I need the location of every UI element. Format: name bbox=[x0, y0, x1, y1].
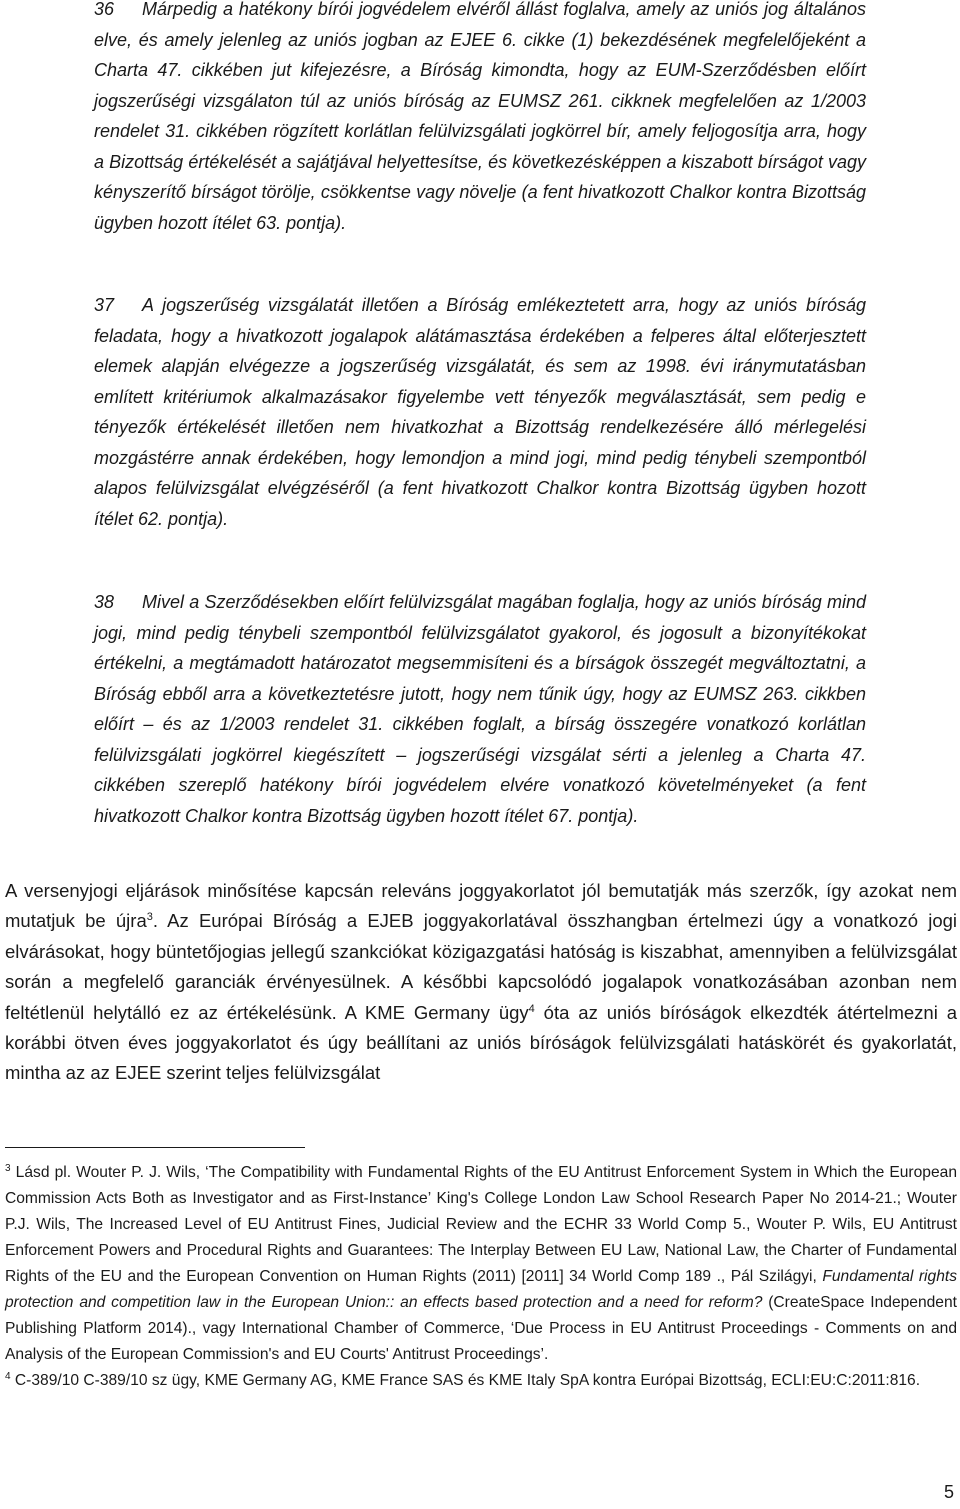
footnote-book-title: Fundamental rights protection and competition law in the European Union:: an effects based protection and a need for reform? bbox=[5, 1268, 957, 1311]
paragraph-number: 37 bbox=[94, 295, 115, 315]
body-text-part: A versenyjogi eljárások minősítése kapcsán releváns joggyakorlatot jól bemutatják más szerzők, így azokat nem mutatjuk be újra bbox=[5, 880, 957, 932]
footnote-reference-3[interactable]: 3 bbox=[146, 911, 153, 924]
body-text-part: óta az uniós bíróságok elkezdték átértelmezni a korábbi ötven éves joggyakorlatot és úgy beállítani az uniós bíróságok felülvizsgálati hatáskörét és gyakorlatát, mintha az az EJEE szerint teljes felülvizsgálat bbox=[5, 1001, 957, 1084]
quoted-paragraph-37 bbox=[94, 290, 866, 534]
main-body-paragraph bbox=[5, 876, 957, 1089]
footnote-text: Lásd pl. Wouter P. J. Wils, ‘The Compatibility with Fundamental Rights of the EU Antitrust Enforcement System in Which the European Commission Acts Both as Investigator and as First-Instance’ King's College London Law School Research Paper No 2014-21.; Wouter P.J. Wils, The Increased Level of EU Antitrust Fines, Judicial Review and the ECHR 33 World Comp 5., Wouter P. Wils, EU Antitrust Enforcement Powers and Procedural Rights and Guarantees: The Interplay Between EU Law, National Law, the Charter of Fundamental Rights of the EU and the European Convention on Human Rights (2011) [2011] 34 World Comp 189 ., Pál Szilágyi, bbox=[5, 1164, 957, 1285]
paragraph-text: Mivel a Szerződésekben előírt felülvizsgálat magában foglalja, hogy az uniós bíróság mind jogi, mind pedig ténybeli szempontból felülvizsgálatot gyakorol, és jogosult a bizonyítékokat értékelni, a megtámadott határozatot megsemmisíteni és a bírságok összegét megváltoztatni, a Bíróság ebből arra a következtetésre jutott, hogy nem tűnik úgy, hogy az EUMSZ 263. cikkben előírt – és az 1/2003 rendelet 31. cikkében foglalt, a bírság összegére vonatkozó korlátlan felülvizsgálati jogkörrel kiegészített – jogszerűségi vizsgálat sérti a jelenleg a Charta 47. cikkében szereplő hatékony bírói jogvédelem elvére vonatkozó követelményeket (a fent hivatkozott Chalkor kontra Bizottság ügyben hozott ítélet 67. pontja). bbox=[94, 592, 866, 826]
footnote-marker: 3 bbox=[5, 1162, 11, 1174]
page-number: 5 bbox=[943, 1482, 954, 1502]
body-text-part: . Az Európai Bíróság a EJEB joggyakorlatával összhangban értelmezi úgy a vonatkozó jogi elvárásokat, hogy büntetőjogias jellegű szankciókat közigazgatási hatóság is kiszabhat, amennyiben a felülvizsgálat során a megfelelő garanciák érvényesülnek. A későbbi kapcsolódó jogalapok vonatkozásában azonban nem feltétlenül helytálló ez az értékelésünk. A KME Germany ügy bbox=[5, 910, 958, 1023]
footnote-reference-4[interactable]: 4 bbox=[528, 1002, 535, 1015]
footnote-text: C-389/10 C-389/10 sz ügy, KME Germany AG, KME France SAS és KME Italy SpA kontra Európai Bizottság, ECLI:EU:C:2011:816. bbox=[14, 1372, 921, 1389]
paragraph-text: Márpedig a hatékony bírói jogvédelem elvéről állást foglalva, amely az uniós jog általános elve, és amely jelenleg az uniós jogban az EJEE 6. cikke (1) bekezdésének megfelelőjeként a Charta 47. cikkében jut kifejezésre, a Bíróság kimondta, hogy az EUM-Szerződésben előírt jogszerűségi vizsgálaton túl az uniós bíróság az EUMSZ 261. cikknek megfelelően az 1/2003 rendelet 31. cikkében rögzített korlátlan felülvizsgálati jogkörrel bír, amely feljogosítja arra, hogy a Bizottság értékelését a sajátjával helyettesítse, és következésképpen a kiszabott bírságot vagy kényszerítő bírságot törölje, csökkentse vagy növelje (a fent hivatkozott Chalkor kontra Bizottság ügyben hozott ítélet 63. pontja). bbox=[94, 0, 866, 233]
footnote-4 bbox=[5, 1368, 957, 1394]
footnote-3 bbox=[5, 1160, 957, 1368]
paragraph-number: 38 bbox=[94, 592, 115, 612]
footnote-separator bbox=[5, 1147, 305, 1148]
quoted-paragraph-38 bbox=[94, 587, 866, 831]
footnote-marker: 4 bbox=[5, 1370, 11, 1382]
footnote-text: (CreateSpace Independent Publishing Platform 2014)., vagy International Chamber of Commerce, ‘Due Process in EU Antitrust Proceedings - Comments on and Analysis of the European Commission's and EU Courts' Antitrust Proceedings’. bbox=[5, 1294, 957, 1363]
paragraph-text: A jogszerűség vizsgálatát illetően a Bíróság emlékeztetett arra, hogy az uniós bíróság feladata, hogy a hivatkozott jogalapok alátámasztása érdekében a felperes által előterjesztett elemek alapján elvégezze a jogszerűség vizsgálatát, és sem az 1998. évi iránymutatásban említett kritériumok alkalmazásakor figyelembe vett tényezők megválasztását, sem pedig e tényezők értékelését illetően nem hivatkozhat a Bizottság rendelkezésére álló mérlegelési mozgástérre annak érdekében, hogy lemondjon a mind jogi, mind pedig ténybeli szempontból alapos felülvizsgálat elvégzéséről (a fent hivatkozott Chalkor kontra Bizottság ügyben hozott ítélet 62. pontja). bbox=[94, 295, 866, 529]
quoted-paragraph-36 bbox=[94, 0, 866, 238]
footnotes-section bbox=[5, 1160, 957, 1394]
paragraph-number: 36 bbox=[94, 0, 115, 19]
